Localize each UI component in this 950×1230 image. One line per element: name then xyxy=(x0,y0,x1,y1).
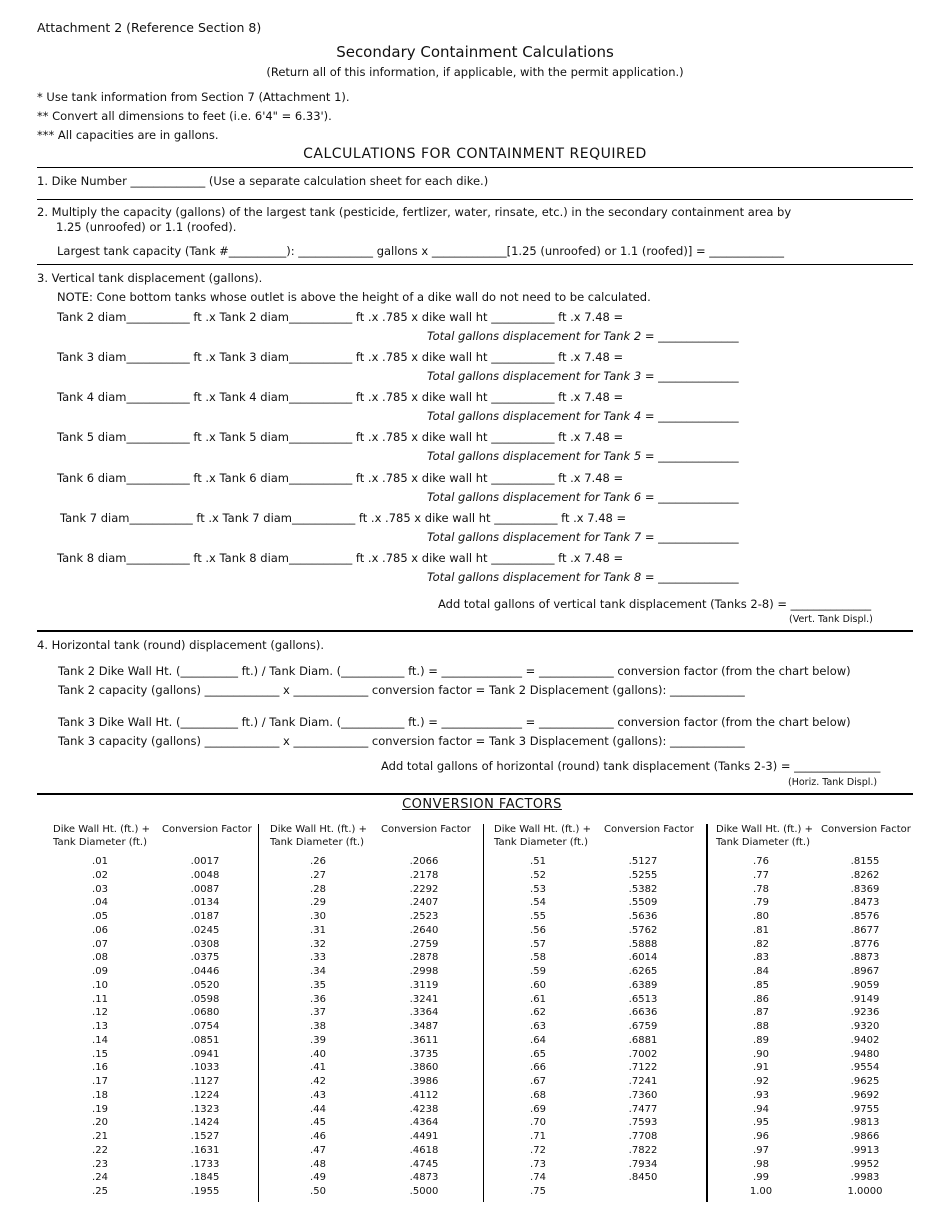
factor-value: .8873 xyxy=(850,952,880,964)
note-3: *** All capacities are in gallons. xyxy=(37,128,219,142)
factor-column xyxy=(835,855,895,1199)
ratio-value: .16 xyxy=(92,1062,108,1074)
ratio-value: .84 xyxy=(753,966,769,977)
ratio-value: .72 xyxy=(530,1144,546,1156)
ratio-value: .74 xyxy=(530,1172,546,1184)
factor-value: .2640 xyxy=(409,924,439,936)
column-separator xyxy=(483,824,484,1202)
factor-value: .1127 xyxy=(190,1076,220,1087)
factor-value: .8262 xyxy=(850,869,880,881)
factor-value: .9866 xyxy=(850,1131,880,1142)
horizontal-tank-title: 4. Horizontal tank (round) displacement (gallons). xyxy=(37,638,325,652)
tank-3-horizontal-capacity-line: Tank 3 capacity (gallons) _____________ x _____________ conversion factor = Tank 3 Displacement (gallons): _____________ xyxy=(58,734,745,748)
ratio-value: .69 xyxy=(530,1103,546,1115)
divider xyxy=(37,199,913,200)
factor-value: .0941 xyxy=(190,1048,220,1060)
ratio-value: .70 xyxy=(530,1117,546,1129)
ratio-value: .41 xyxy=(310,1062,326,1074)
tank-6-vertical-total: Total gallons displacement for Tank 6 = ______________ xyxy=(427,490,739,504)
ratio-value: .85 xyxy=(753,979,769,991)
tank-3-horizontal-ratio-line: Tank 3 Dike Wall Ht. (__________ ft.) / Tank Diam. (___________ ft.) = ______________ = _____________ conversion factor (from the chart below) xyxy=(58,715,851,729)
factor-value: .0446 xyxy=(190,966,220,977)
factor-value: .6881 xyxy=(628,1034,658,1046)
ratio-value: .61 xyxy=(530,993,546,1005)
tank-8-vertical-line: Tank 8 diam___________ ft .x Tank 8 diam___________ ft .x .785 x dike wall ht ___________ ft .x 7.48 = xyxy=(57,551,624,565)
factor-column-header: Conversion Factor xyxy=(162,824,252,835)
page-subtitle: (Return all of this information, if applicable, with the permit application.) xyxy=(266,65,684,79)
largest-tank-instruction-cont: 1.25 (unroofed) or 1.1 (roofed). xyxy=(56,220,237,234)
ratio-value: .88 xyxy=(753,1021,769,1032)
factor-value: .5888 xyxy=(628,938,658,950)
factor-value: .5509 xyxy=(628,897,658,909)
tank-7-vertical-line: Tank 7 diam___________ ft .x Tank 7 diam___________ ft .x .785 x dike wall ht ___________ ft .x 7.48 = xyxy=(60,511,627,525)
ratio-value: .09 xyxy=(92,966,108,977)
vertical-tank-sum-note: (Vert. Tank Displ.) xyxy=(789,614,873,625)
ratio-value: .11 xyxy=(92,993,108,1005)
factor-value: .7934 xyxy=(628,1158,658,1170)
tank-5-vertical-total: Total gallons displacement for Tank 5 = ______________ xyxy=(427,449,739,463)
ratio-value: .04 xyxy=(92,897,108,909)
ratio-value: .22 xyxy=(92,1144,108,1156)
factor-value: .8967 xyxy=(850,966,880,977)
factor-value: .9692 xyxy=(850,1089,880,1101)
factor-value: .0245 xyxy=(190,924,220,936)
tank-4-vertical-total: Total gallons displacement for Tank 4 = ______________ xyxy=(427,409,739,423)
factor-value: .2878 xyxy=(409,952,439,964)
factor-value: .9625 xyxy=(850,1076,880,1087)
ratio-value: .57 xyxy=(530,938,546,950)
factor-value: .9913 xyxy=(850,1144,880,1156)
ratio-value: .60 xyxy=(530,979,546,991)
factor-value: .3611 xyxy=(409,1034,439,1046)
factor-value: .1424 xyxy=(190,1117,220,1129)
factor-value: .4491 xyxy=(409,1131,439,1142)
factor-value: .8677 xyxy=(850,924,880,936)
ratio-value: .02 xyxy=(92,869,108,881)
factor-value: .2066 xyxy=(409,856,439,867)
factor-value: .3986 xyxy=(409,1076,439,1087)
ratio-value: .13 xyxy=(92,1021,108,1032)
ratio-value: .30 xyxy=(310,911,326,922)
factor-value: .4238 xyxy=(409,1103,439,1115)
factor-column-header: Conversion Factor xyxy=(821,824,911,835)
ratio-value: .80 xyxy=(753,911,769,922)
factor-column-header: Conversion Factor xyxy=(381,824,471,835)
factor-value: .6513 xyxy=(628,993,658,1005)
ratio-value: .76 xyxy=(753,856,769,867)
ratio-value: .20 xyxy=(92,1117,108,1129)
factor-value: .9480 xyxy=(850,1048,880,1060)
factor-value: .7708 xyxy=(628,1131,658,1142)
factor-value: .1033 xyxy=(190,1062,220,1074)
factor-value: .6759 xyxy=(628,1021,658,1032)
ratio-value: .26 xyxy=(310,856,326,867)
tank-2-vertical-total: Total gallons displacement for Tank 2 = ______________ xyxy=(427,329,739,343)
largest-tank-instruction: 2. Multiply the capacity (gallons) of the largest tank (pesticide, fertlizer, water, rinsate, etc.) in the secondary containment area by xyxy=(37,205,792,219)
ratio-value: .49 xyxy=(310,1172,326,1184)
ratio-value: .06 xyxy=(92,924,108,936)
ratio-value: .66 xyxy=(530,1062,546,1074)
ratio-value: .82 xyxy=(753,938,769,950)
vertical-tank-title: 3. Vertical tank displacement (gallons). xyxy=(37,271,263,285)
factor-value: .7360 xyxy=(628,1089,658,1101)
factor-value: .7822 xyxy=(628,1144,658,1156)
ratio-value: .91 xyxy=(753,1062,769,1074)
ratio-value: .36 xyxy=(310,993,326,1005)
factor-value: .2759 xyxy=(409,938,439,950)
column-separator xyxy=(706,824,708,1202)
factor-column xyxy=(613,855,673,1199)
largest-tank-capacity-line: Largest tank capacity (Tank #__________): _____________ gallons x _____________[1.25 (unroofed) or 1.1 (roofed)] = _____________ xyxy=(57,244,785,258)
factor-value: .9983 xyxy=(850,1172,880,1184)
ratio-value: .73 xyxy=(530,1158,546,1170)
ratio-value: .33 xyxy=(310,952,326,964)
ratio-value: .56 xyxy=(530,924,546,936)
ratio-value: .12 xyxy=(92,1007,108,1019)
ratio-value: .83 xyxy=(753,952,769,964)
ratio-value: .23 xyxy=(92,1158,108,1170)
factor-value: .4112 xyxy=(409,1089,439,1101)
tank-8-vertical-total: Total gallons displacement for Tank 8 = ______________ xyxy=(427,570,739,584)
ratio-value: .25 xyxy=(92,1186,108,1197)
factor-value: .8576 xyxy=(850,911,880,922)
tank-2-horizontal-ratio-line: Tank 2 Dike Wall Ht. (__________ ft.) / Tank Diam. (___________ ft.) = ______________ = _____________ conversion factor (from the chart below) xyxy=(58,664,851,678)
factor-value: .9554 xyxy=(850,1062,880,1074)
factor-value: .7002 xyxy=(628,1048,658,1060)
factor-value: .0048 xyxy=(190,869,220,881)
ratio-value: 1.00 xyxy=(749,1186,773,1197)
ratio-value: .68 xyxy=(530,1089,546,1101)
ratio-value: .39 xyxy=(310,1034,326,1046)
ratio-value: .15 xyxy=(92,1048,108,1060)
tank-3-vertical-line: Tank 3 diam___________ ft .x Tank 3 diam___________ ft .x .785 x dike wall ht ___________ ft .x 7.48 = xyxy=(57,350,624,364)
ratio-value: .42 xyxy=(310,1076,326,1087)
factor-value: .4873 xyxy=(409,1172,439,1184)
factor-value: .7477 xyxy=(628,1103,658,1115)
factor-column xyxy=(394,855,454,1199)
factor-value: .1733 xyxy=(190,1158,220,1170)
ratio-value: .19 xyxy=(92,1103,108,1115)
ratio-value: .46 xyxy=(310,1131,326,1142)
factor-value: .0598 xyxy=(190,993,220,1005)
factor-value: .9813 xyxy=(850,1117,880,1129)
factor-value: .8369 xyxy=(850,883,880,895)
divider xyxy=(37,167,913,168)
ratio-value: .63 xyxy=(530,1021,546,1032)
factor-value: .9755 xyxy=(850,1103,880,1115)
factor-value: .2523 xyxy=(409,911,439,922)
ratio-value: .27 xyxy=(310,869,326,881)
ratio-column xyxy=(288,855,348,1199)
ratio-value: .28 xyxy=(310,883,326,895)
tank-2-horizontal-capacity-line: Tank 2 capacity (gallons) _____________ x _____________ conversion factor = Tank 2 Displacement (gallons): _____________ xyxy=(58,683,745,697)
ratio-value: .01 xyxy=(92,856,108,867)
ratio-value: .29 xyxy=(310,897,326,909)
ratio-column-header: Dike Wall Ht. (ft.) + Tank Diameter (ft.) xyxy=(53,824,150,848)
ratio-value: .75 xyxy=(530,1186,546,1197)
ratio-value: .03 xyxy=(92,883,108,895)
factor-value: .3364 xyxy=(409,1007,439,1019)
attachment-reference: Attachment 2 (Reference Section 8) xyxy=(37,20,262,35)
factor-value: .6389 xyxy=(628,979,658,991)
ratio-value: .48 xyxy=(310,1158,326,1170)
ratio-value: .78 xyxy=(753,883,769,895)
factor-value: .0375 xyxy=(190,952,220,964)
factor-value: .1631 xyxy=(190,1144,220,1156)
vertical-tank-sum: Add total gallons of vertical tank displacement (Tanks 2-8) = ______________ xyxy=(438,597,872,611)
factor-value: .8155 xyxy=(850,856,880,867)
factor-value: .9149 xyxy=(850,993,880,1005)
ratio-value: .31 xyxy=(310,924,326,936)
factor-value: .5382 xyxy=(628,883,658,895)
ratio-value: .87 xyxy=(753,1007,769,1019)
section-heading: CALCULATIONS FOR CONTAINMENT REQUIRED xyxy=(303,146,647,162)
ratio-value: .37 xyxy=(310,1007,326,1019)
factor-value: .9402 xyxy=(850,1034,880,1046)
ratio-value: .05 xyxy=(92,911,108,922)
ratio-value: .18 xyxy=(92,1089,108,1101)
tank-7-vertical-total: Total gallons displacement for Tank 7 = ______________ xyxy=(427,530,739,544)
column-separator xyxy=(258,824,259,1202)
vertical-tank-note: NOTE: Cone bottom tanks whose outlet is above the height of a dike wall do not need to be calculated. xyxy=(57,290,651,304)
factor-value: .6265 xyxy=(628,966,658,977)
tank-3-vertical-total: Total gallons displacement for Tank 3 = ______________ xyxy=(427,369,739,383)
divider xyxy=(37,264,913,265)
ratio-value: .90 xyxy=(753,1048,769,1060)
ratio-value: .21 xyxy=(92,1131,108,1142)
conversion-factors-heading: CONVERSION FACTORS xyxy=(402,797,562,812)
ratio-value: .79 xyxy=(753,897,769,909)
tank-5-vertical-line: Tank 5 diam___________ ft .x Tank 5 diam___________ ft .x .785 x dike wall ht ___________ ft .x 7.48 = xyxy=(57,430,624,444)
factor-value: .5000 xyxy=(409,1186,439,1197)
ratio-value: .81 xyxy=(753,924,769,936)
ratio-value: .96 xyxy=(753,1131,769,1142)
ratio-value: .52 xyxy=(530,869,546,881)
ratio-value: .62 xyxy=(530,1007,546,1019)
factor-value: .3487 xyxy=(409,1021,439,1032)
ratio-value: .50 xyxy=(310,1186,326,1197)
tank-4-vertical-line: Tank 4 diam___________ ft .x Tank 4 diam___________ ft .x .785 x dike wall ht ___________ ft .x 7.48 = xyxy=(57,390,624,404)
ratio-value: .77 xyxy=(753,869,769,881)
factor-value: .7241 xyxy=(628,1076,658,1087)
factor-value: .8450 xyxy=(628,1172,658,1184)
ratio-value: .55 xyxy=(530,911,546,922)
horizontal-tank-sum-note: (Horiz. Tank Displ.) xyxy=(788,777,878,788)
factor-value: .1224 xyxy=(190,1089,220,1101)
factor-value: .0520 xyxy=(190,979,220,991)
factor-value: .5127 xyxy=(628,856,658,867)
factor-value: .4618 xyxy=(409,1144,439,1156)
ratio-value: .59 xyxy=(530,966,546,977)
factor-value: .1527 xyxy=(190,1131,220,1142)
factor-value: .7122 xyxy=(628,1062,658,1074)
ratio-value: .65 xyxy=(530,1048,546,1060)
factor-value: .3119 xyxy=(409,979,439,991)
factor-value: .0087 xyxy=(190,883,220,895)
factor-value: .8473 xyxy=(850,897,880,909)
horizontal-tank-sum: Add total gallons of horizontal (round) tank displacement (Tanks 2-3) = _______________ xyxy=(381,759,881,773)
factor-value: .0134 xyxy=(190,897,220,909)
ratio-value: .35 xyxy=(310,979,326,991)
ratio-value: .94 xyxy=(753,1103,769,1115)
dike-number-line: 1. Dike Number _____________ (Use a separate calculation sheet for each dike.) xyxy=(37,174,489,188)
factor-value: .1955 xyxy=(190,1186,220,1197)
factor-value: .6014 xyxy=(628,952,658,964)
factor-value: .0308 xyxy=(190,938,220,950)
factor-value: .5636 xyxy=(628,911,658,922)
ratio-value: .51 xyxy=(530,856,546,867)
ratio-value: .07 xyxy=(92,938,108,950)
ratio-value: .44 xyxy=(310,1103,326,1115)
divider xyxy=(37,793,913,795)
factor-column xyxy=(175,855,235,1199)
factor-value: .9320 xyxy=(850,1021,880,1032)
factor-value: .2178 xyxy=(409,869,439,881)
factor-value: .3241 xyxy=(409,993,439,1005)
factor-value: .0851 xyxy=(190,1034,220,1046)
factor-value: .0187 xyxy=(190,911,220,922)
ratio-value: .86 xyxy=(753,993,769,1005)
ratio-value: .14 xyxy=(92,1034,108,1046)
ratio-value: .34 xyxy=(310,966,326,977)
ratio-column xyxy=(70,855,130,1199)
ratio-value: .43 xyxy=(310,1089,326,1101)
ratio-value: .47 xyxy=(310,1144,326,1156)
ratio-value: .64 xyxy=(530,1034,546,1046)
factor-value: .0754 xyxy=(190,1021,220,1032)
ratio-value: .54 xyxy=(530,897,546,909)
factor-value: .4364 xyxy=(409,1117,439,1129)
factor-value: .4745 xyxy=(409,1158,439,1170)
factor-value: .9059 xyxy=(850,979,880,991)
factor-column-header: Conversion Factor xyxy=(604,824,694,835)
ratio-value: .58 xyxy=(530,952,546,964)
page-title: Secondary Containment Calculations xyxy=(336,43,614,61)
note-2: ** Convert all dimensions to feet (i.e. 6'4" = 6.33'). xyxy=(37,109,332,123)
ratio-value: .89 xyxy=(753,1034,769,1046)
ratio-value: .38 xyxy=(310,1021,326,1032)
ratio-value: .99 xyxy=(753,1172,769,1184)
factor-value: .6636 xyxy=(628,1007,658,1019)
ratio-value: .97 xyxy=(753,1144,769,1156)
factor-value: .2292 xyxy=(409,883,439,895)
factor-value: 1.0000 xyxy=(847,1186,883,1197)
factor-value: .7593 xyxy=(628,1117,658,1129)
factor-value: .2998 xyxy=(409,966,439,977)
ratio-value: .98 xyxy=(753,1158,769,1170)
factor-value: .3735 xyxy=(409,1048,439,1060)
ratio-value: .10 xyxy=(92,979,108,991)
ratio-value: .67 xyxy=(530,1076,546,1087)
ratio-value: .45 xyxy=(310,1117,326,1129)
ratio-value: .92 xyxy=(753,1076,769,1087)
ratio-value: .32 xyxy=(310,938,326,950)
factor-value: .0680 xyxy=(190,1007,220,1019)
tank-2-vertical-line: Tank 2 diam___________ ft .x Tank 2 diam___________ ft .x .785 x dike wall ht ___________ ft .x 7.48 = xyxy=(57,310,624,324)
factor-value xyxy=(613,1185,673,1199)
tank-6-vertical-line: Tank 6 diam___________ ft .x Tank 6 diam___________ ft .x .785 x dike wall ht ___________ ft .x 7.48 = xyxy=(57,471,624,485)
ratio-value: .95 xyxy=(753,1117,769,1129)
ratio-value: .93 xyxy=(753,1089,769,1101)
ratio-value: .17 xyxy=(92,1076,108,1087)
ratio-value: .24 xyxy=(92,1172,108,1184)
ratio-column-header: Dike Wall Ht. (ft.) + Tank Diameter (ft.) xyxy=(716,824,813,848)
ratio-value: .53 xyxy=(530,883,546,895)
factor-value: .5255 xyxy=(628,869,658,881)
ratio-value: .08 xyxy=(92,952,108,964)
factor-value: .9236 xyxy=(850,1007,880,1019)
factor-value: .8776 xyxy=(850,938,880,950)
factor-value: .1845 xyxy=(190,1172,220,1184)
factor-value: .5762 xyxy=(628,924,658,936)
factor-value: .1323 xyxy=(190,1103,220,1115)
factor-value: .3860 xyxy=(409,1062,439,1074)
ratio-column-header: Dike Wall Ht. (ft.) + Tank Diameter (ft.) xyxy=(270,824,367,848)
ratio-column xyxy=(731,855,791,1199)
ratio-value: .40 xyxy=(310,1048,326,1060)
ratio-column xyxy=(508,855,568,1199)
factor-value: .2407 xyxy=(409,897,439,909)
ratio-column-header: Dike Wall Ht. (ft.) + Tank Diameter (ft.) xyxy=(494,824,591,848)
divider xyxy=(37,630,913,632)
factor-value: .9952 xyxy=(850,1158,880,1170)
ratio-value: .71 xyxy=(530,1131,546,1142)
factor-value: .0017 xyxy=(190,856,220,867)
note-1: * Use tank information from Section 7 (Attachment 1). xyxy=(37,90,350,104)
